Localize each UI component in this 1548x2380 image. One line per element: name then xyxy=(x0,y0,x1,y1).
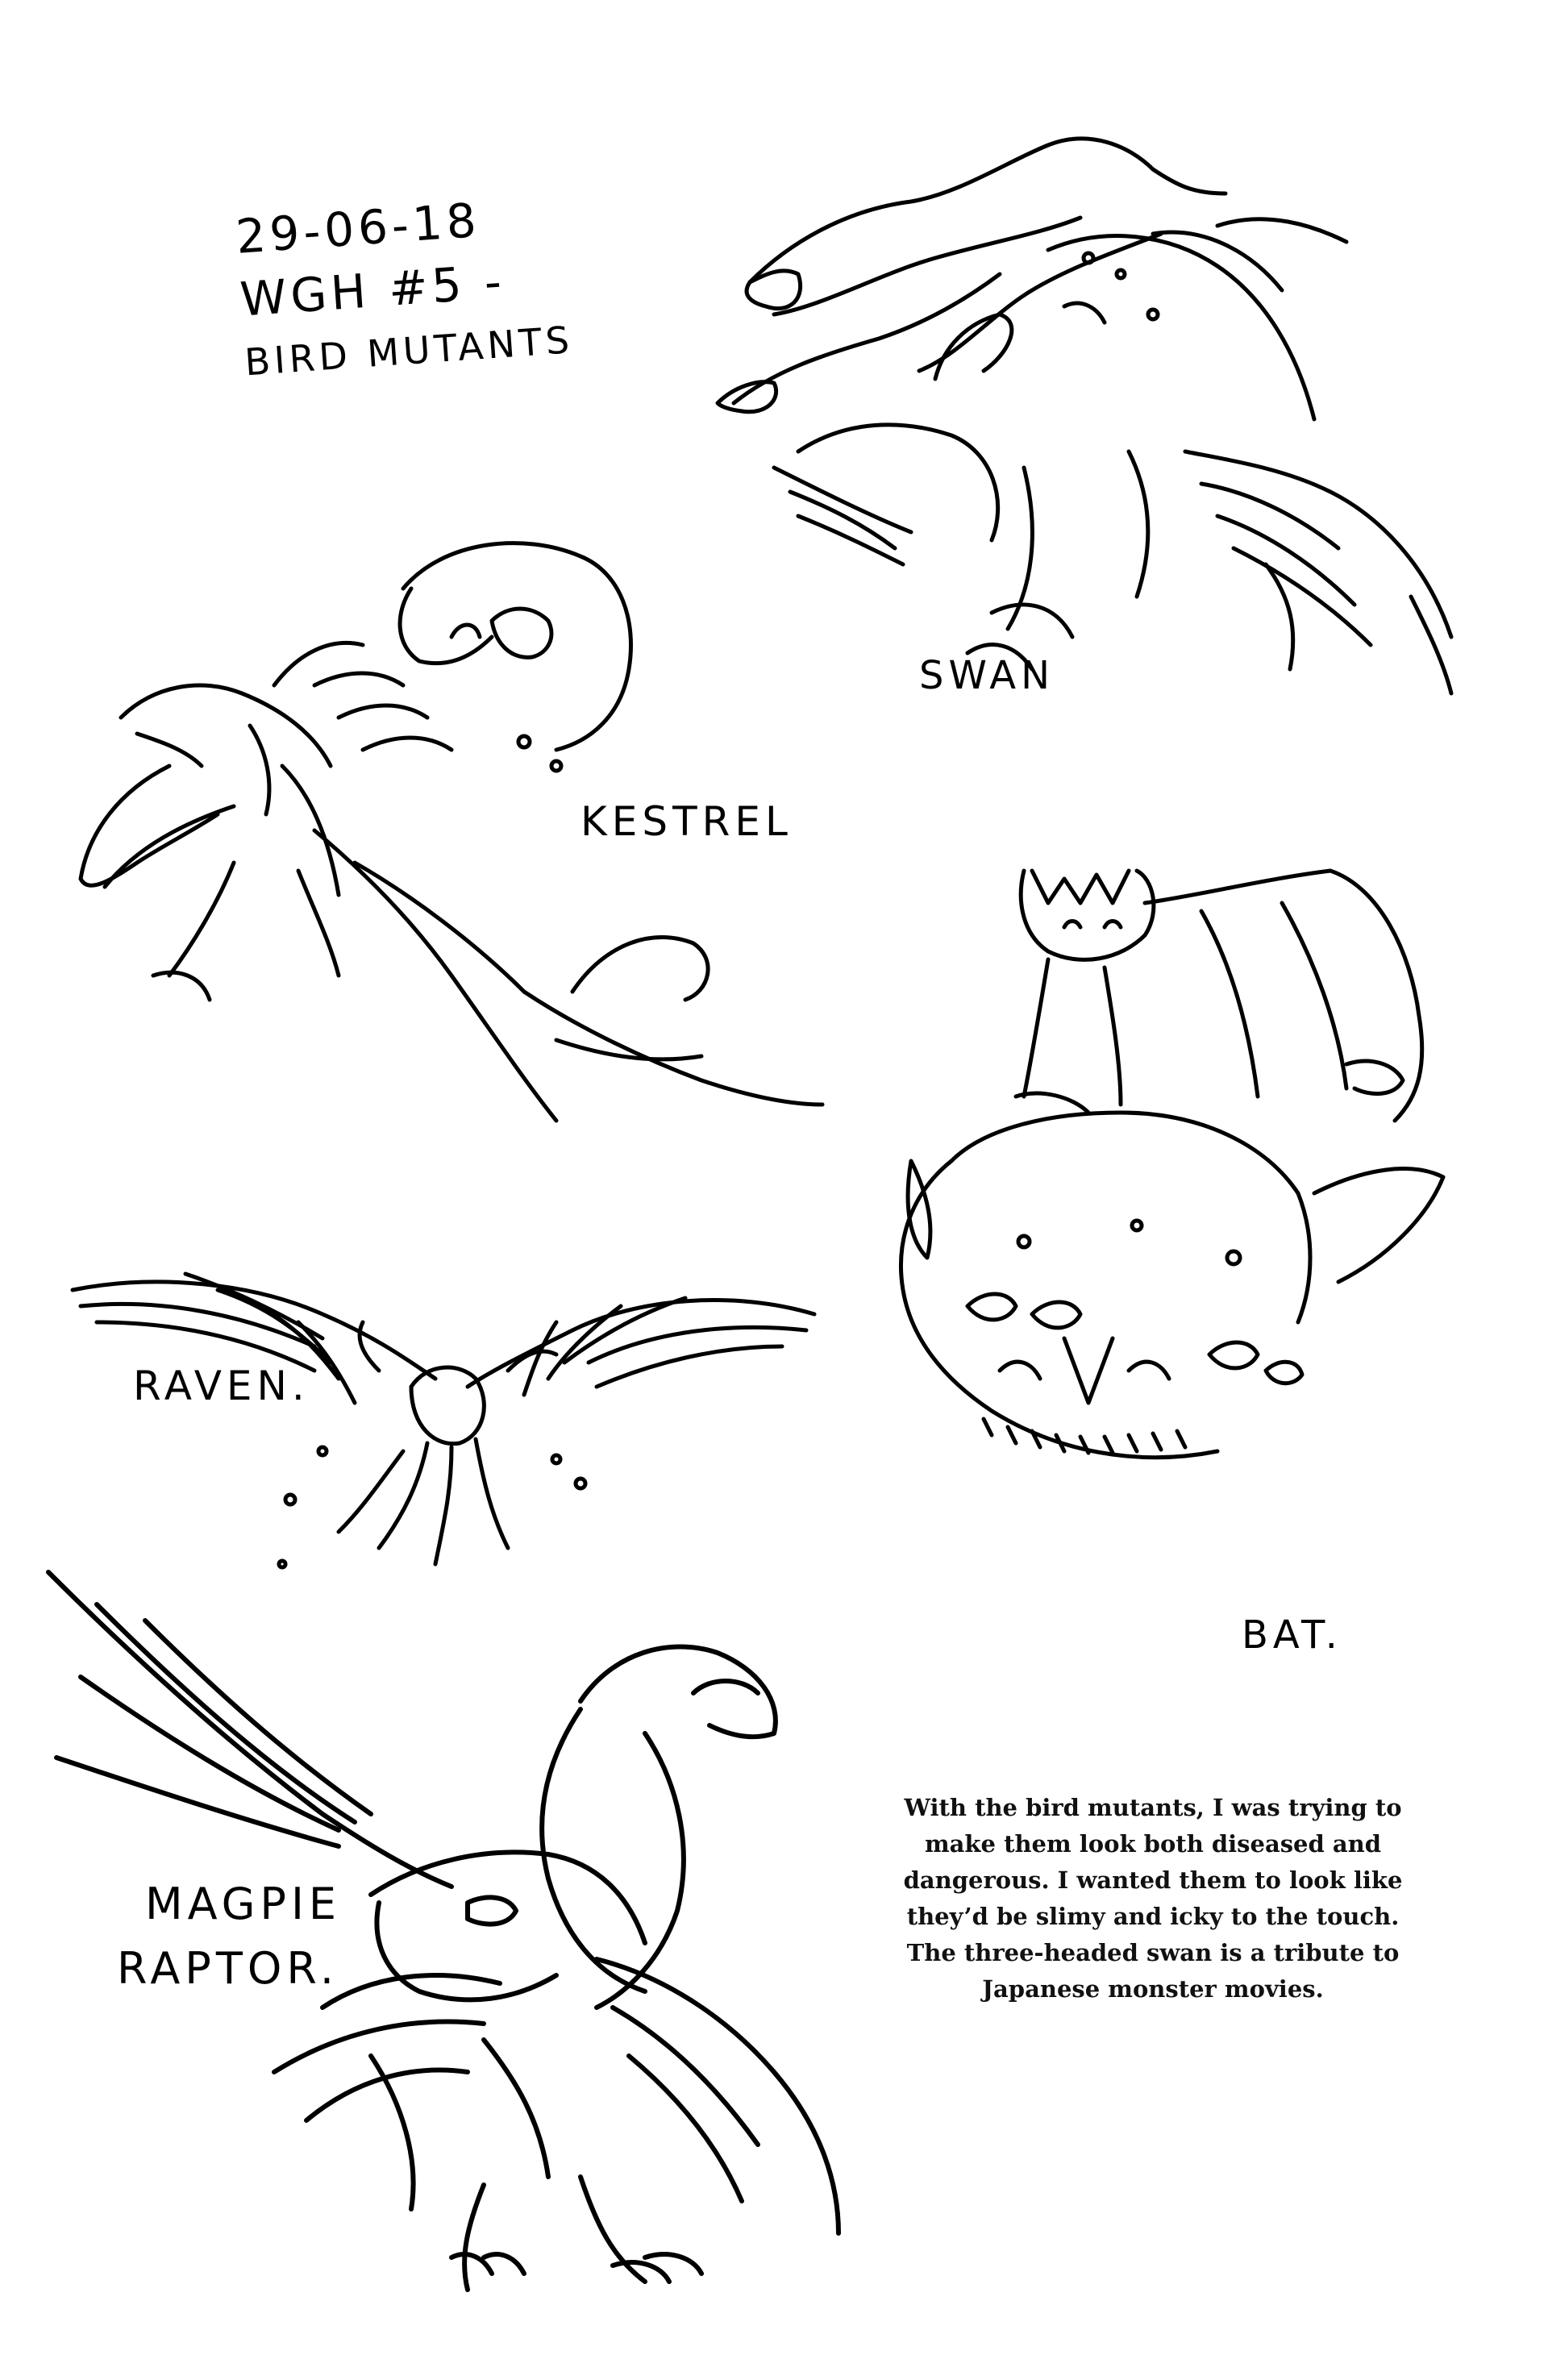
magpie-label-line1: MAGPIE xyxy=(145,1879,342,1929)
bat-label: BAT. xyxy=(1242,1612,1342,1658)
magpie-label-line2: RAPTOR. xyxy=(117,1943,339,1994)
magpie-raptor-sketch xyxy=(32,1556,863,2322)
caption-text: With the bird mutants, I was trying to make them look both diseased and dangerous. I wanted them to look like they’d be slimy and icky to the touch. The three-headed swan is a tribute to Japanese monster movies. xyxy=(903,1794,1403,2003)
kestrel-sketch xyxy=(73,524,838,1169)
bat-sketch xyxy=(863,855,1451,1604)
raven-sketch xyxy=(56,1242,830,1580)
raven-label: RAVEN. xyxy=(133,1363,310,1409)
swan-label: SWAN xyxy=(919,653,1055,698)
sketch-notes xyxy=(234,183,576,394)
kestrel-label: KESTREL xyxy=(580,798,793,845)
title-note: WGH #5 - xyxy=(238,253,507,327)
subject-note: BIRD MUTANTS xyxy=(243,318,575,385)
date-note: 29-06-18 xyxy=(234,192,482,264)
